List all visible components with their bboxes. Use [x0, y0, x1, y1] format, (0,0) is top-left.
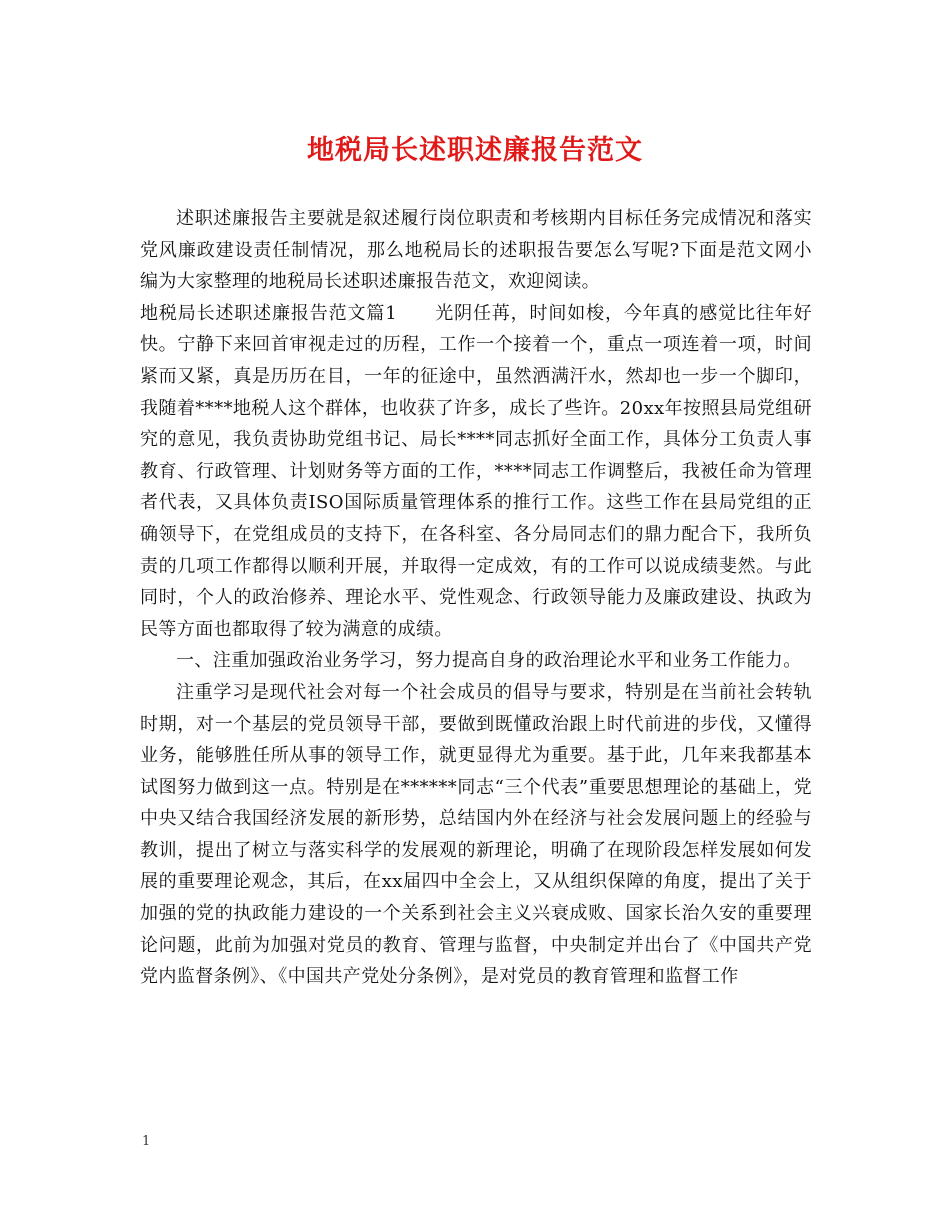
document-body — [140, 203, 812, 993]
paragraph-heading-1: 一、注重加强政治业务学习，努力提高自身的政治理论水平和业务工作能力。 — [176, 650, 802, 672]
page-number: 1 — [142, 1134, 151, 1149]
document-title: 地税局长述职述廉报告范文 — [307, 135, 643, 166]
paragraph-intro: 述职述廉报告主要就是叙述履行岗位职责和考核期内目标任务完成情况和落实党风廉政建设责任制情况，那么地税局长的述职报告要怎么写呢?下面是范文网小编为大家整理的地税局长述职述廉报告范文，欢迎阅读。 — [140, 208, 812, 293]
paragraph-section-1: 地税局长述职述廉报告范文篇1 光阴任苒，时间如梭，今年真的感觉比往年好快。宁静下来回首审视走过的历程，工作一个接着一个，重点一项连着一项，时间紧而又紧，真是历历在目，一年的征途中，虽然洒满汗水，然却也一步一个脚印，我随着****地税人这个群体，也收获了许多，成长了些许。20xx年按照县局党组研究的意见，我负责协助党组书记、局长****同志抓好全面工作，具体分工负责人事教育、行政管理、计划财务等方面的工作，****同志工作调整后，我被任命为管理者代表，又具体负责ISO国际质量管理体系的推行工作。这些工作在县局党组的正确领导下，在党组成员的支持下，在各科室、各分局同志们的鼎力配合下，我所负责的几项工作都得以顺利开展，并取得一定成效，有的工作可以说成绩斐然。与此同时，个人的政治修养、理论水平、党性观念、行政领导能力及廉政建设、执政为民等方面也都取得了较为满意的成绩。 — [140, 302, 812, 640]
paragraph-study: 注重学习是现代社会对每一个社会成员的倡导与要求，特别是在当前社会转轨时期，对一个基层的党员领导干部，要做到既懂政治跟上时代前进的步伐，又懂得业务，能够胜任所从事的领导工作，就更显得尤为重要。基于此，几年来我都基本试图努力做到这一点。特别是在******同志“三个代表”重要思想理论的基础上，党中央又结合我国经济发展的新形势，总结国内外在经济与社会发展问题上的经验与教训，提出了树立与落实科学的发展观的新理论，明确了在现阶段怎样发展如何发展的重要理论观念，其后，在xx届四中全会上，又从组织保障的角度，提出了关于加强的党的执政能力建设的一个关系到社会主义兴衰成败、国家长治久安的重要理论问题，此前为加强对党员的教育、管理与监督，中央制定并出台了《中国共产党党内监督条例》、《中国共产党处分条例》，是对党员的教育管理和监督工作 — [140, 681, 812, 988]
